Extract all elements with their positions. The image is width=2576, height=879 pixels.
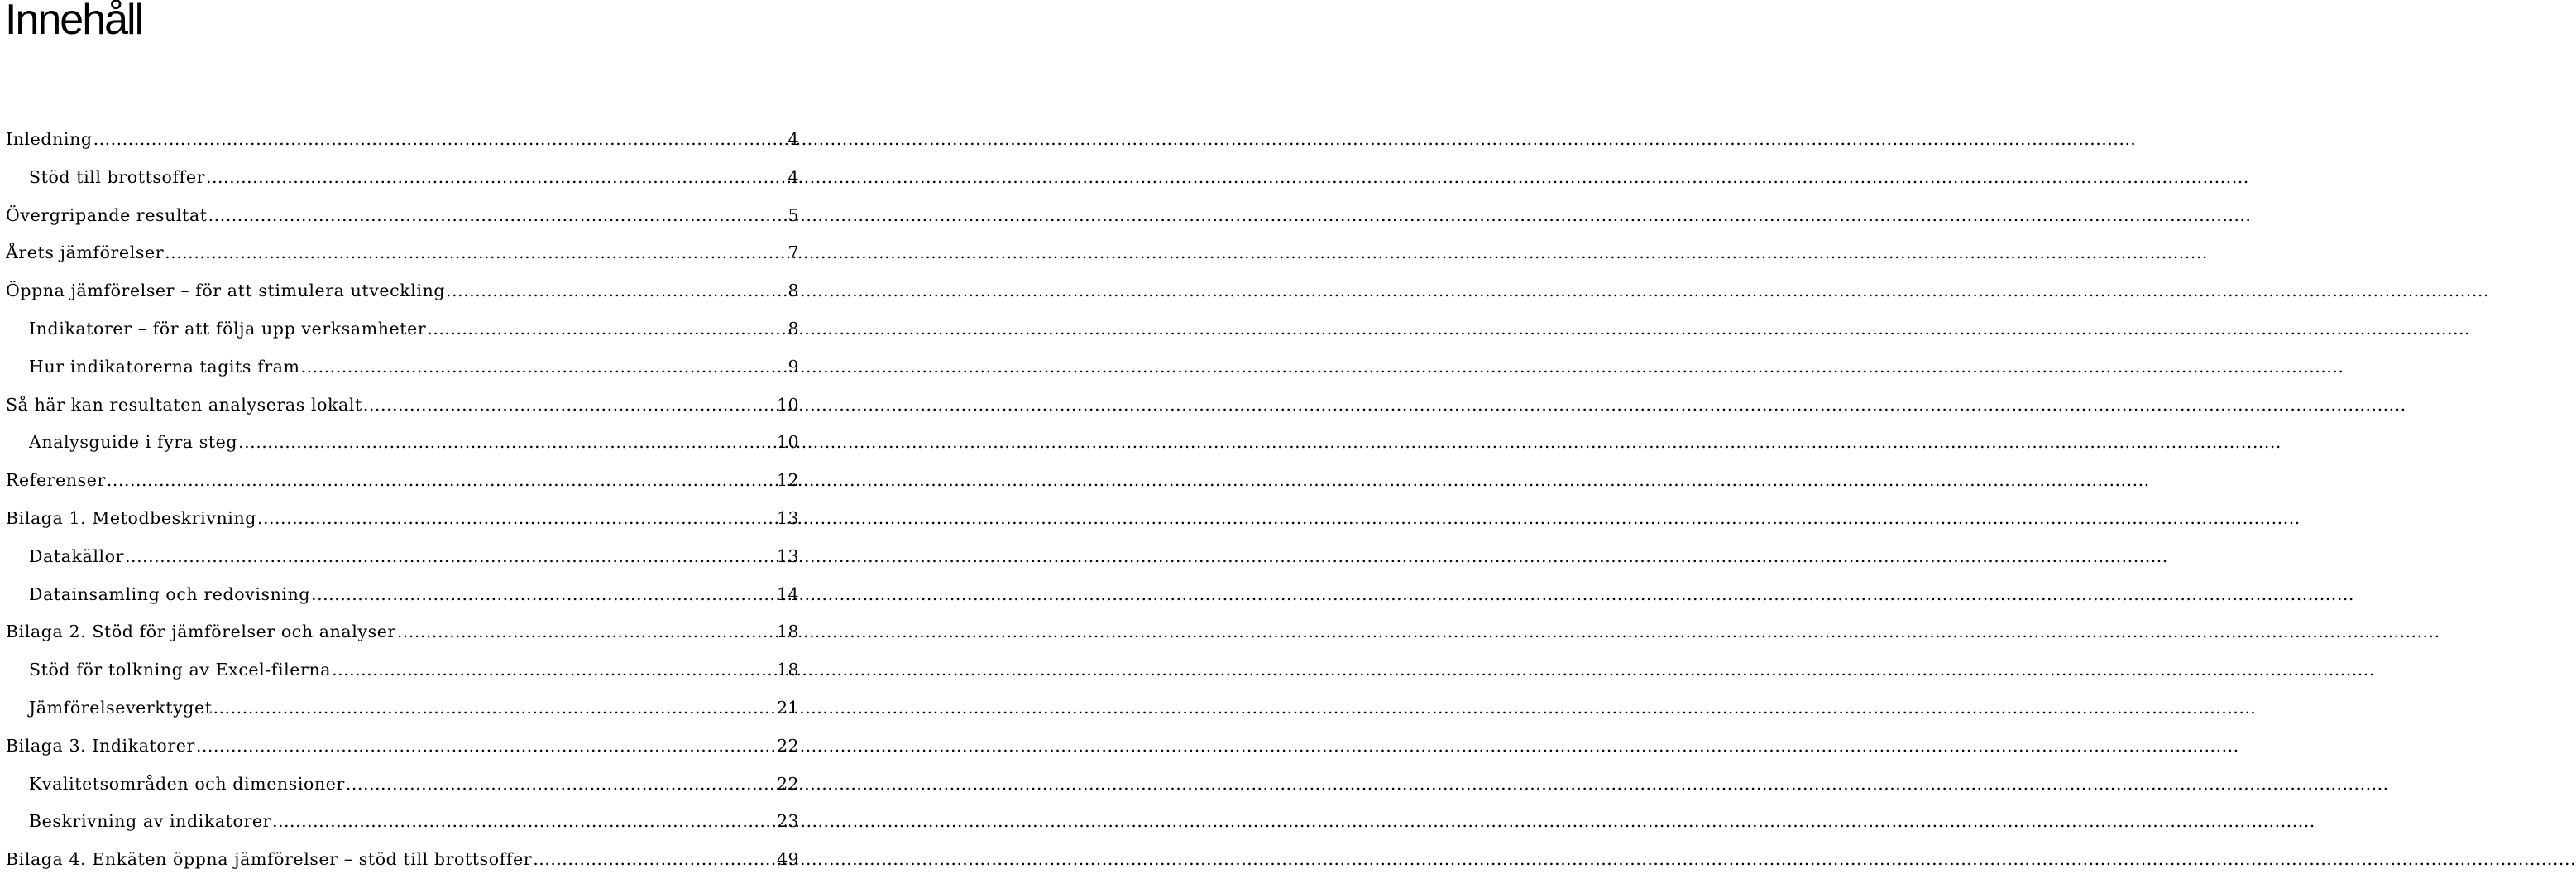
toc-entry-title: Stöd till brottsoffer xyxy=(29,166,205,187)
toc-entry[interactable] xyxy=(0,576,799,614)
toc-dot-leader xyxy=(213,689,778,728)
toc-entry-title: Bilaga 3. Indikatorer xyxy=(6,735,195,756)
toc-page-number: 8 xyxy=(788,281,799,301)
toc-page-number: 7 xyxy=(788,243,799,263)
toc-entry[interactable] xyxy=(0,500,799,538)
toc-entry-title: Indikatorer – för att följa upp verksamheter xyxy=(29,318,427,339)
page-title: Innehåll xyxy=(5,0,143,44)
toc-dot-leader xyxy=(362,387,777,425)
toc-entry[interactable] xyxy=(0,462,799,500)
toc-entry[interactable] xyxy=(0,766,799,804)
toc-page-number: 4 xyxy=(788,129,799,149)
toc-entry-title: Öppna jämförelser – för att stimulera utveckling xyxy=(6,281,446,301)
toc-entry-title: Analysguide i fyra steg xyxy=(29,432,238,453)
toc-dot-leader xyxy=(426,310,788,348)
toc-entry[interactable] xyxy=(0,803,799,841)
toc-entry[interactable] xyxy=(0,689,799,728)
toc-entry-title: Hur indikatorerna tagits fram xyxy=(29,356,300,377)
toc-dot-leader xyxy=(271,803,777,841)
toc-entry-title: Årets jämförelser xyxy=(6,243,165,263)
toc-entry[interactable] xyxy=(0,234,799,272)
toc-entry-title: Beskrivning av indikatorer xyxy=(29,811,271,832)
toc-entry[interactable] xyxy=(0,538,799,576)
toc-dot-leader xyxy=(195,728,777,766)
toc-page-number: 22 xyxy=(777,735,799,756)
toc-dot-leader xyxy=(310,576,777,614)
toc-page-number: 13 xyxy=(777,507,799,528)
toc-entry-title: Datainsamling och redovisning xyxy=(29,584,311,604)
toc-entry-title: Bilaga 4. Enkäten öppna jämförelser – stöd till brottsoffer xyxy=(6,849,533,870)
toc-page-number: 5 xyxy=(788,204,799,225)
toc-entry-title: Bilaga 2. Stöd för jämförelser och analyser xyxy=(6,622,396,642)
toc-page-number: 18 xyxy=(777,660,799,680)
toc-entry[interactable] xyxy=(0,613,799,651)
table-of-contents xyxy=(0,121,799,879)
toc-page-number: 12 xyxy=(777,470,799,491)
toc-page-number: 18 xyxy=(777,622,799,642)
toc-entry[interactable] xyxy=(0,272,799,310)
toc-page-number: 8 xyxy=(788,318,799,339)
toc-dot-leader xyxy=(532,841,777,879)
toc-entry-title: Så här kan resultaten analyseras lokalt xyxy=(6,394,362,415)
toc-page-number: 13 xyxy=(777,545,799,566)
document-page xyxy=(0,0,799,870)
toc-entry-title: Stöd för tolkning av Excel-filerna xyxy=(29,660,332,680)
toc-page-number: 49 xyxy=(777,849,799,870)
toc-entry-title: Inledning xyxy=(6,129,93,149)
toc-entry[interactable] xyxy=(0,424,799,462)
toc-dot-leader xyxy=(331,651,777,689)
toc-entry-title: Kvalitetsområden och dimensioner xyxy=(29,773,345,794)
toc-page-number: 21 xyxy=(777,697,799,718)
toc-page-number: 9 xyxy=(788,356,799,377)
toc-entry-title: Bilaga 1. Metodbeskrivning xyxy=(6,507,256,528)
toc-dot-leader xyxy=(208,197,788,235)
toc-dot-leader xyxy=(445,272,788,310)
toc-entry-title: Datakällor xyxy=(29,545,125,566)
toc-dot-leader xyxy=(345,766,777,804)
toc-entry[interactable] xyxy=(0,728,799,766)
toc-page-number: 10 xyxy=(777,394,799,415)
toc-dot-leader xyxy=(106,462,777,500)
toc-dot-leader xyxy=(205,159,788,197)
toc-entry-title: Referenser xyxy=(6,470,106,491)
toc-entry[interactable] xyxy=(0,348,799,387)
toc-dot-leader xyxy=(237,424,777,462)
toc-page-number: 14 xyxy=(777,584,799,604)
toc-page-number: 10 xyxy=(777,432,799,453)
toc-entry[interactable] xyxy=(0,197,799,235)
toc-entry[interactable] xyxy=(0,841,799,879)
toc-dot-leader xyxy=(300,348,788,387)
toc-entry[interactable] xyxy=(0,121,799,159)
toc-dot-leader xyxy=(396,613,777,651)
toc-entry[interactable] xyxy=(0,387,799,425)
toc-entry-title: Jämförelseverktyget xyxy=(29,697,213,718)
toc-page-number: 23 xyxy=(777,811,799,832)
toc-page-number: 4 xyxy=(788,166,799,187)
toc-dot-leader xyxy=(164,234,788,272)
toc-entry[interactable] xyxy=(0,651,799,689)
toc-entry[interactable] xyxy=(0,310,799,348)
toc-dot-leader xyxy=(93,121,788,159)
toc-dot-leader xyxy=(256,500,777,538)
toc-dot-leader xyxy=(124,538,777,576)
toc-entry[interactable] xyxy=(0,159,799,197)
toc-page-number: 22 xyxy=(777,773,799,794)
toc-entry-title: Övergripande resultat xyxy=(6,204,208,225)
